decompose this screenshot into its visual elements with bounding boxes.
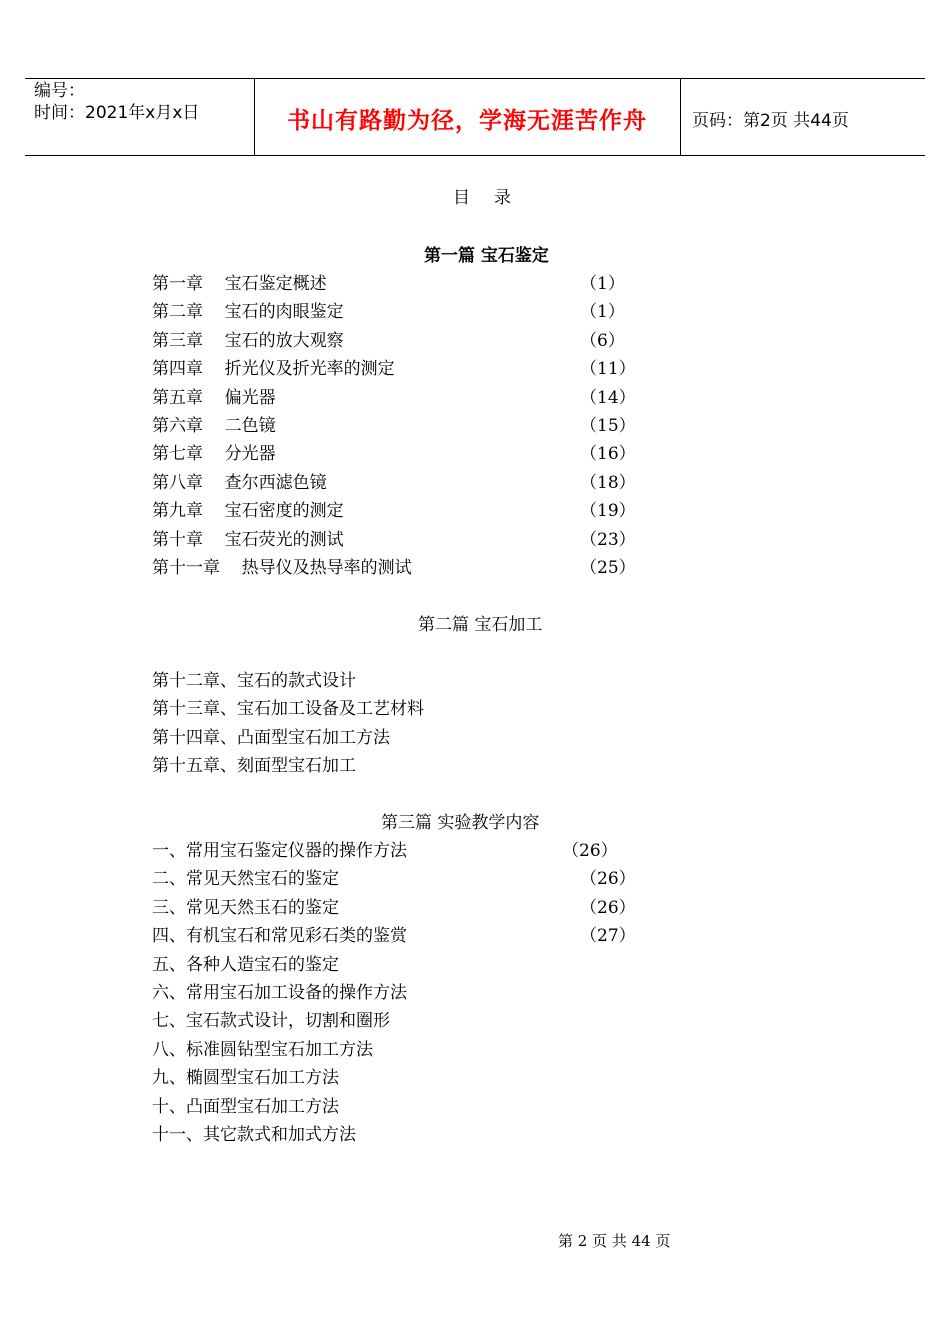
- toc-entry-title: 第二章 宝石的肉眼鉴定: [152, 302, 344, 323]
- toc-entry-page: （11）: [580, 359, 636, 380]
- toc-entry-title: 第八章 查尔西滤色镜: [152, 472, 327, 493]
- toc-entry-title: 十一、其它款式和加式方法: [152, 1125, 356, 1145]
- document-time-label: 时间：2021年x月x日: [34, 103, 200, 123]
- toc-entry-title: 第十五章、刻面型宝石加工: [152, 756, 356, 777]
- toc-entry: [152, 1092, 632, 1120]
- toc-entry: [152, 836, 632, 864]
- toc-entry-page: （1）: [580, 302, 625, 323]
- toc-entry: [152, 666, 632, 694]
- part1-title: 第一篇 宝石鉴定: [424, 246, 549, 266]
- toc-entry: [152, 1063, 632, 1091]
- toc-entry-page: （25）: [580, 558, 636, 578]
- toc-entry-page: （1）: [580, 274, 625, 294]
- toc-entry: [152, 950, 632, 978]
- toc-entry-title: 六、常用宝石加工设备的操作方法: [152, 983, 407, 1003]
- toc-entry-title: 第一章 宝石鉴定概述: [152, 274, 327, 294]
- toc-entry-page: （26）: [580, 897, 636, 918]
- toc-entry: [152, 468, 636, 496]
- document-number-label: 编号：: [34, 81, 85, 101]
- toc-entry-title: 一、常用宝石鉴定仪器的操作方法: [152, 841, 407, 861]
- toc-entry: [152, 439, 636, 467]
- page-footer: 第 2 页 共 44 页: [558, 1232, 671, 1250]
- toc-entry-title: 十、凸面型宝石加工方法: [152, 1096, 339, 1117]
- header-top-rule: [25, 78, 925, 79]
- header-bottom-rule: [25, 155, 925, 156]
- toc-title: 目录: [453, 188, 535, 208]
- toc-entry-title: 五、各种人造宝石的鉴定: [152, 954, 339, 975]
- header-meta: [34, 80, 199, 124]
- toc-entry: [152, 269, 632, 297]
- toc-entry-page: （15）: [580, 416, 636, 436]
- toc-entry: [152, 297, 632, 325]
- toc-entry: [152, 326, 632, 354]
- toc-entry: [152, 496, 636, 524]
- toc-entry-title: 四、有机宝石和常见彩石类的鉴赏: [152, 926, 407, 947]
- toc-entry-page: （6）: [580, 330, 625, 351]
- toc-entry-page: （27）: [580, 926, 636, 947]
- toc-entry-title: 第五章 偏光器: [152, 387, 276, 408]
- toc-entry: [152, 751, 632, 779]
- header-motto: 书山有路勤为径，学海无涯苦作舟: [287, 108, 647, 134]
- toc-entry: [152, 525, 636, 553]
- toc-entry: [152, 1120, 632, 1148]
- header-divider-right: [680, 78, 681, 155]
- part2-title: 第二篇 宝石加工: [418, 615, 543, 635]
- part3-title: 第三篇 实验教学内容: [381, 813, 540, 833]
- toc-entry-page: （26）: [562, 841, 618, 861]
- toc-entry: [152, 1035, 632, 1063]
- toc-entry: [152, 978, 632, 1006]
- toc-entry: [152, 864, 636, 892]
- toc-entry: [152, 553, 636, 581]
- toc-entry-page: （26）: [580, 869, 636, 890]
- toc-entry: [152, 383, 636, 411]
- toc-entry-title: 八、标准圆钻型宝石加工方法: [152, 1039, 373, 1060]
- toc-entry-page: （23）: [580, 529, 636, 550]
- toc-entry: [152, 723, 632, 751]
- header-page-label: 页码：第2页 共44页: [692, 111, 849, 131]
- toc-entry-title: 第十四章、凸面型宝石加工方法: [152, 727, 390, 748]
- toc-entry-title: 三、常见天然玉石的鉴定: [152, 897, 339, 918]
- toc-entry-title: 九、椭圆型宝石加工方法: [152, 1068, 339, 1089]
- toc-entry-page: （19）: [580, 501, 636, 522]
- toc-entry-title: 第十三章、宝石加工设备及工艺材料: [152, 699, 424, 720]
- toc-entry-title: 第十章 宝石荧光的测试: [152, 529, 344, 550]
- toc-entry-title: 第四章 折光仪及折光率的测定: [152, 359, 395, 380]
- toc-entry-page: （16）: [580, 444, 636, 465]
- toc-entry-title: 二、常见天然宝石的鉴定: [152, 869, 339, 890]
- toc-entry: [152, 921, 636, 949]
- toc-entry: [152, 694, 632, 722]
- toc-entry-title: 第七章 分光器: [152, 444, 276, 465]
- toc-entry-title: 第三章 宝石的放大观察: [152, 330, 344, 351]
- toc-entry-page: （18）: [580, 472, 636, 493]
- toc-entry-title: 第十二章、宝石的款式设计: [152, 671, 356, 691]
- toc-entry-title: 第六章 二色镜: [152, 416, 276, 436]
- toc-entry: [152, 1006, 632, 1034]
- toc-entry: [152, 411, 636, 439]
- toc-entry-title: 第十一章 热导仪及热导率的测试: [152, 558, 412, 578]
- toc-entry-title: 第九章 宝石密度的测定: [152, 501, 344, 522]
- toc-entry: [152, 893, 636, 921]
- toc-entry-page: （14）: [580, 387, 636, 408]
- toc-entry: [152, 354, 636, 382]
- toc-entry-title: 七、宝石款式设计，切割和圈形: [152, 1011, 390, 1032]
